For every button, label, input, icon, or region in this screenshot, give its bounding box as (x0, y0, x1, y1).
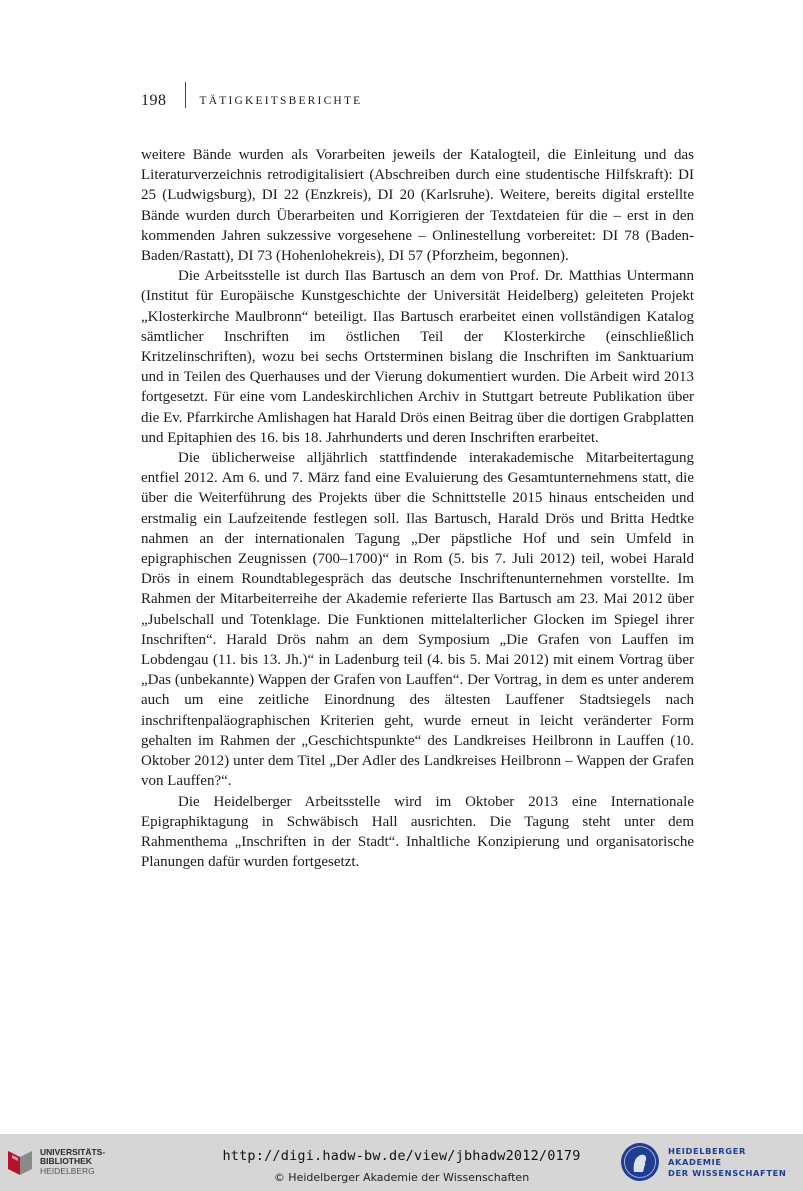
library-logo-line1: UNIVERSITÄTS- (40, 1146, 106, 1157)
body-text (141, 145, 694, 872)
header-divider (185, 82, 186, 108)
copyright-notice: © Heidelberger Akademie der Wissenschaften (273, 1171, 530, 1184)
paragraph-4: Die Heidelberger Arbeitsstelle wird im Oktober 2013 eine Internationale Epigraphiktagung in Schwäbisch Hall ausrichten. Die Tagung steht unter dem Rahmenthema „Inschriften in der Stadt“. Inhaltliche Konzipierung und organisatorische Planungen dafür wurden fortgesetzt. (141, 793, 694, 871)
library-logo-line2: BIBLIOTHEK (40, 1156, 92, 1167)
academy-logo-line1: HEIDELBERGER AKADEMIE (667, 1145, 746, 1167)
footer-bar (0, 1134, 803, 1191)
permalink-url[interactable]: http://digi.hadw-bw.de/view/jbhadw2012/0179 (222, 1148, 581, 1164)
running-head: TÄTIGKEITSBERICHTE (199, 95, 363, 107)
paragraph-1: weitere Bände wurden als Vorarbeiten jeweils der Katalogteil, die Einleitung und das Literaturverzeichnis retrodigitalisiert (Abschreiben durch eine studentische Hilfskraft): DI 25 (Ludwigsburg), DI 22 (Enzkreis), DI 20 (Karlsruhe). Weitere, bereits digital erstellte Bände wurden durch Überarbeiten und Korrigieren der Textdateien für die – erst in den kommenden Jahren sukzessive vorgesehene – Onlinestellung vorbereitet: DI 78 (Baden-Baden/Rastatt), DI 73 (Hohenlohekreis), DI 57 (Pforzheim, begonnen). (141, 147, 694, 265)
paragraph-3: Die üblicherweise alljährlich stattfindende interakademische Mitarbeitertagung entfiel 2012. Am 6. und 7. März fand eine Evaluierung des Gesamtunternehmens statt, die über die Weiterführung des Projekts über die Schnittstelle 2015 hinaus entscheiden und erstmalig ein Laufzeitende festlegen soll. Ilas Bartusch, Harald Drös und Britta Hedtke nahmen an der internationalen Tagung „Der päpstliche Hof und sein Umfeld in epigraphischen Zeugnissen (700–1700)“ in Rom (5. bis 7. Juli 2012) teil, wobei Harald Drös in einem Roundtablegespräch das deutsche Inschriftenunternehmen vorstellte. Im Rahmen der Mitarbeiterreihe der Akademie referierte Ilas Bartusch am 23. Mai 2012 über „Jubelschall und Totenklage. Die Funktionen mittelalterlicher Glocken im Spiegel ihrer Inschriften“. Harald Drös nahm an dem Symposium „Die Grafen von Lauffen im Lobdengau (11. bis 13. Jh.)“ in Ladenburg teil (4. bis 5. Mai 2012) mit einem Vortrag über „Das (unbekannte) Wappen der Grafen von Lauffen“. Der Vortrag, in dem es unter anderem auch um eine zeitliche Einordnung des ältesten Lauffener Stadtsiegels nach inschriftenpaläographischen Kriterien geht, wurde erneut in leicht veränderter Form gehalten im Rahmen der „Geschichtspunkte“ des Landkreises Heilbronn in Lauffen (10. Oktober 2012) unter dem Titel „Der Adler des Landkreises Heilbronn – Wappen der Grafen von Lauffen?“. (141, 450, 694, 790)
page-number: 198 (141, 92, 167, 109)
academy-logo[interactable] (620, 1142, 803, 1182)
academy-logo-line2: DER WISSENSCHAFTEN (667, 1167, 787, 1178)
paragraph-2: Die Arbeitsstelle ist durch Ilas Bartusch an dem von Prof. Dr. Matthias Untermann (Institut für Europäische Kunstgeschichte der Universität Heidelberg) geleiteten Projekt „Klosterkirche Maulbronn“ beteiligt. Ilas Bartusch erarbeitet einen vollständigen Katalog sämtlicher Inschriften im östlichen Teil der Klosterkirche (einschließlich Kritzelinschriften), wozu bei sechs Ortsterminen bislang die Inschriften im Sanktuarium und in Teilen des Querhauses und der Vierung dokumentiert wurden. Die Arbeit wird 2013 fortgesetzt. Für eine vom Landeskirchlichen Archiv in Stuttgart betreute Publikation über die Ev. Pfarrkirche Amlishagen hat Harald Drös einen Beitrag über die dortigen Grabplatten und Epitaphien des 16. bis 18. Jahrhunderts und deren Inschriften erarbeitet. (141, 268, 694, 446)
academy-seal-icon (620, 1142, 660, 1182)
page-header (141, 88, 362, 114)
library-logo-line3: HEIDELBERG (40, 1165, 95, 1176)
